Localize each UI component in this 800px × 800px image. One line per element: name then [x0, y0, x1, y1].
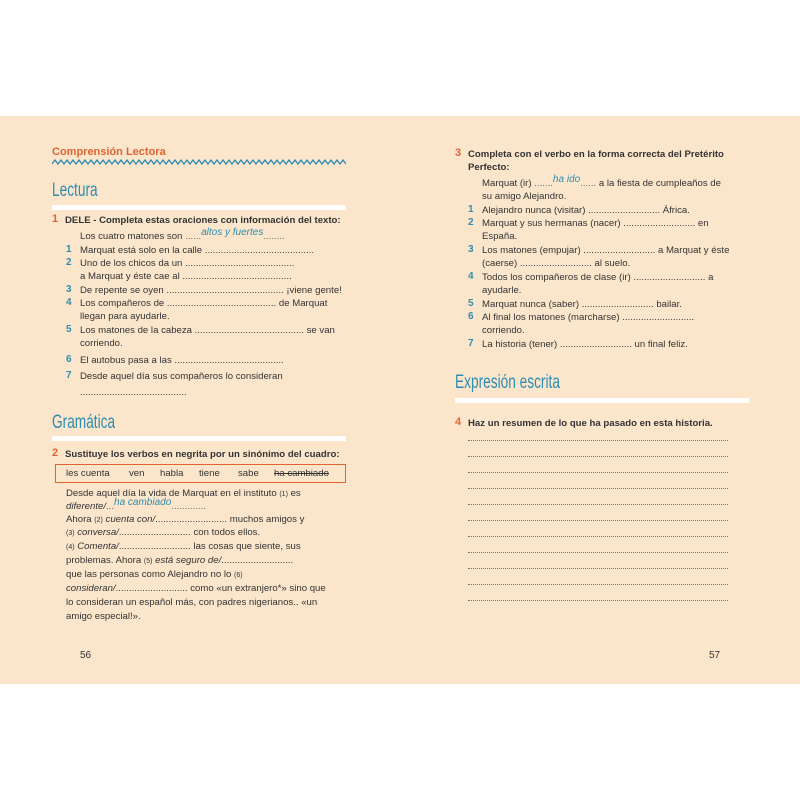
- heading-rule: [52, 205, 346, 210]
- text-line: lo consideran un español más, con padres nigerianos.. «un: [66, 597, 318, 608]
- lectura-heading: Lectura: [52, 180, 98, 201]
- page-number: 57: [709, 650, 721, 661]
- item-number: 6: [468, 311, 474, 322]
- item-text: ........................................: [80, 387, 187, 398]
- gramatica-heading: Gramática: [52, 412, 116, 433]
- exercise-instruction: Sustituye los verbos en negrita por un sinónimo del cuadro:: [65, 449, 340, 460]
- writing-line[interactable]: [468, 488, 728, 489]
- exercise-number: 4: [455, 416, 462, 428]
- writing-line[interactable]: [468, 584, 728, 585]
- word-option: ven: [129, 468, 145, 479]
- item-number: 4: [66, 297, 72, 308]
- item-number: 7: [66, 370, 72, 381]
- text-line: diferente/...ha cambiado.............: [66, 497, 206, 512]
- item-text: llegan para ayudarle.: [80, 311, 170, 322]
- item-number: 5: [66, 324, 72, 335]
- item-number: 2: [66, 257, 72, 268]
- item-number: 2: [468, 217, 474, 228]
- word-box: [55, 464, 346, 483]
- heading-rule: [52, 436, 346, 441]
- section-label: Comprensión Lectora: [52, 146, 166, 158]
- item-text: El autobus pasa a las .........................................: [80, 355, 284, 366]
- item-text: Los matones (empujar) ........................... a Marquat y éste: [482, 245, 730, 256]
- writing-line[interactable]: [468, 552, 728, 553]
- item-number: 1: [66, 244, 72, 255]
- item-text: a Marquat y éste cae al .........................................: [80, 271, 292, 282]
- word-option: tiene: [199, 468, 220, 479]
- example-text: Los cuatro matones son: [80, 231, 183, 242]
- text-line: Desde aquel día la vida de Marquat en el instituto (1) es: [66, 488, 301, 499]
- writing-line[interactable]: [468, 600, 728, 601]
- exercise-number: 1: [52, 213, 59, 225]
- text-line: consideran/........................... como «un extranjero*» sino que: [66, 583, 326, 594]
- item-text: Marquat está solo en la calle .........................................: [80, 245, 315, 256]
- item-number: 5: [468, 298, 474, 309]
- writing-line[interactable]: [468, 440, 728, 441]
- item-number: 6: [66, 354, 72, 365]
- heading-rule: [455, 398, 749, 403]
- writing-line[interactable]: [468, 568, 728, 569]
- text-line: (3) conversa/........................... con todos ellos.: [66, 527, 261, 538]
- item-text: Alejandro nunca (visitar) ........................... África.: [482, 205, 690, 216]
- word-option: les cuenta: [66, 468, 110, 479]
- writing-line[interactable]: [468, 536, 728, 537]
- text-line: que las personas como Alejandro no lo (6): [66, 569, 243, 580]
- item-text: Todos los compañeros de clase (ir) ........................... a: [482, 272, 714, 283]
- item-number: 3: [468, 244, 474, 255]
- page-number: 56: [80, 650, 92, 661]
- text-line: (4) Comenta/........................... las cosas que siente, sus: [66, 541, 301, 552]
- example-line: Marquat (ir) .......ha ido...... a la fiesta de cumpleaños de: [482, 174, 721, 189]
- item-number: 4: [468, 271, 474, 282]
- exercise-instruction: Completa con el verbo en la forma correcta del Pretérito: [468, 149, 724, 160]
- item-text: corriendo.: [80, 338, 123, 349]
- item-text: Uno de los chicos da un .........................................: [80, 258, 295, 269]
- expresion-heading: Expresión escrita: [455, 372, 560, 393]
- exercise-instruction: Haz un resumen de lo que ha pasado en esta historia.: [468, 418, 713, 429]
- word-option: sabe: [238, 468, 259, 479]
- item-text: Los matones de la cabeza ......................................... se van: [80, 325, 335, 336]
- item-text: Marquat nunca (saber) ........................... bailar.: [482, 299, 682, 310]
- writing-line[interactable]: [468, 456, 728, 457]
- item-number: 7: [468, 338, 474, 349]
- left-page: [0, 116, 400, 684]
- example-line: Los cuatro matones son ......altos y fuertes........: [80, 227, 285, 242]
- book-spread: [0, 116, 800, 684]
- text-line: su amigo Alejandro.: [482, 191, 567, 202]
- text-line: amigo especial!».: [66, 611, 141, 622]
- exercise-number: 2: [52, 447, 59, 459]
- text-line: problemas. Ahora (5) está seguro de/...........................: [66, 555, 294, 566]
- example-answer: ha cambiado: [114, 497, 172, 508]
- exercise-instruction: DELE - Completa estas oraciones con información del texto:: [65, 215, 341, 226]
- item-text: corriendo.: [482, 325, 525, 336]
- item-text: España.: [482, 231, 518, 242]
- item-text: La historia (tener) ........................... un final feliz.: [482, 339, 688, 350]
- writing-line[interactable]: [468, 472, 728, 473]
- item-text: De repente se oyen ............................................ ¡viene gente!: [80, 285, 342, 296]
- item-text: ayudarle.: [482, 285, 522, 296]
- word-option-used: ha cambiado: [274, 468, 329, 479]
- exercise-number: 3: [455, 147, 462, 159]
- item-text: Marquat y sus hermanas (nacer) ........................... en: [482, 218, 709, 229]
- item-number: 1: [468, 204, 474, 215]
- item-text: Los compañeros de ......................................... de Marquat: [80, 298, 328, 309]
- item-text: (caerse) ........................... al suelo.: [482, 258, 631, 269]
- writing-line[interactable]: [468, 520, 728, 521]
- item-text: Al final los matones (marcharse) ...........................: [482, 312, 695, 323]
- item-text: Desde aquel día sus compañeros lo consideran: [80, 371, 283, 382]
- exercise-instruction: Perfecto:: [468, 162, 510, 173]
- item-number: 3: [66, 284, 72, 295]
- word-option: habla: [160, 468, 184, 479]
- example-answer: ha ido: [552, 174, 581, 185]
- zigzag-divider: [52, 159, 346, 165]
- example-answer: altos y fuertes: [201, 227, 264, 238]
- text-line: Ahora (2) cuenta con/........................... muchos amigos y: [66, 514, 305, 525]
- writing-line[interactable]: [468, 504, 728, 505]
